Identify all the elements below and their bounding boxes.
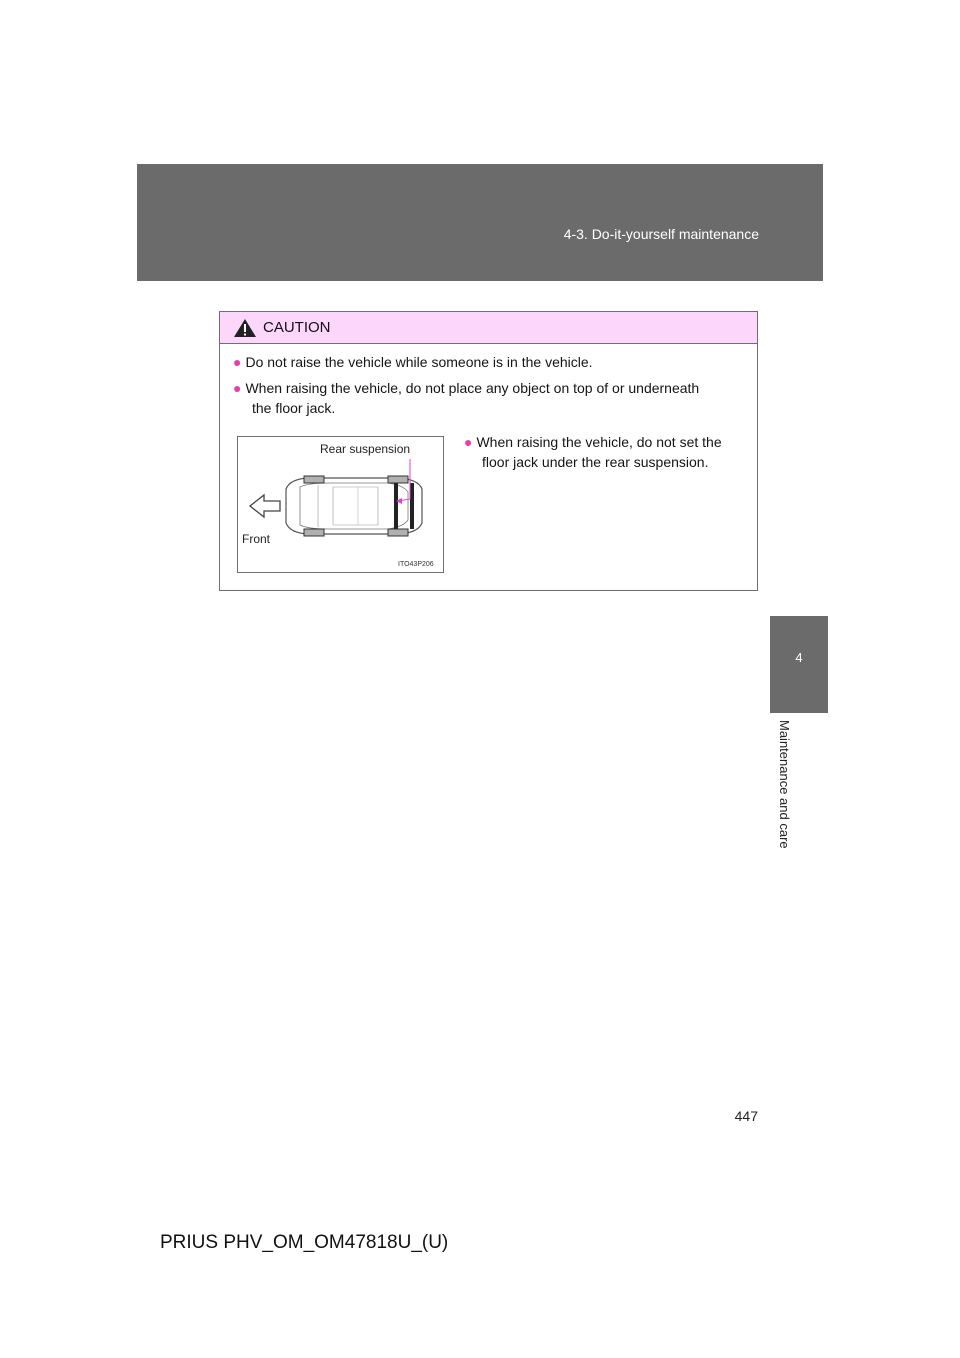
figure-code: ITO43P206 xyxy=(398,561,434,568)
caution-bullet xyxy=(464,432,749,472)
section-title: 4-3. Do-it-yourself maintenance xyxy=(563,226,759,242)
front-arrow-icon xyxy=(250,495,280,517)
bullet-text: When raising the vehicle, do not set the xyxy=(476,434,722,450)
caution-title: CAUTION xyxy=(263,319,331,336)
bullet-text-continued: the floor jack. xyxy=(252,400,336,416)
rear-suspension-label: Rear suspension xyxy=(320,442,411,456)
caution-bullet xyxy=(233,352,748,372)
bullet-text: Do not raise the vehicle while someone is in the vehicle. xyxy=(245,354,593,370)
bullet-dot-icon: ● xyxy=(464,434,473,450)
chapter-label: Maintenance and care xyxy=(777,720,792,849)
chapter-tab xyxy=(770,616,828,713)
warning-triangle-icon xyxy=(233,318,257,338)
bullet-text-continued: floor jack under the rear suspension. xyxy=(482,454,709,470)
vehicle-top-view-illustration xyxy=(238,437,443,572)
caution-bullet xyxy=(233,378,753,418)
bullet-text: When raising the vehicle, do not place any object on top of or underneath xyxy=(245,380,700,396)
document-id: PRIUS PHV_OM_OM47818U_(U) xyxy=(160,1232,449,1253)
caution-box xyxy=(219,311,758,591)
bullet-dot-icon: ● xyxy=(233,354,242,370)
front-label: Front xyxy=(242,532,271,546)
caution-header xyxy=(220,312,757,344)
chapter-number: 4 xyxy=(795,650,803,665)
bullet-dot-icon: ● xyxy=(233,380,242,396)
header-band xyxy=(137,164,823,281)
page-number: 447 xyxy=(734,1108,758,1124)
vehicle-diagram xyxy=(237,436,444,573)
